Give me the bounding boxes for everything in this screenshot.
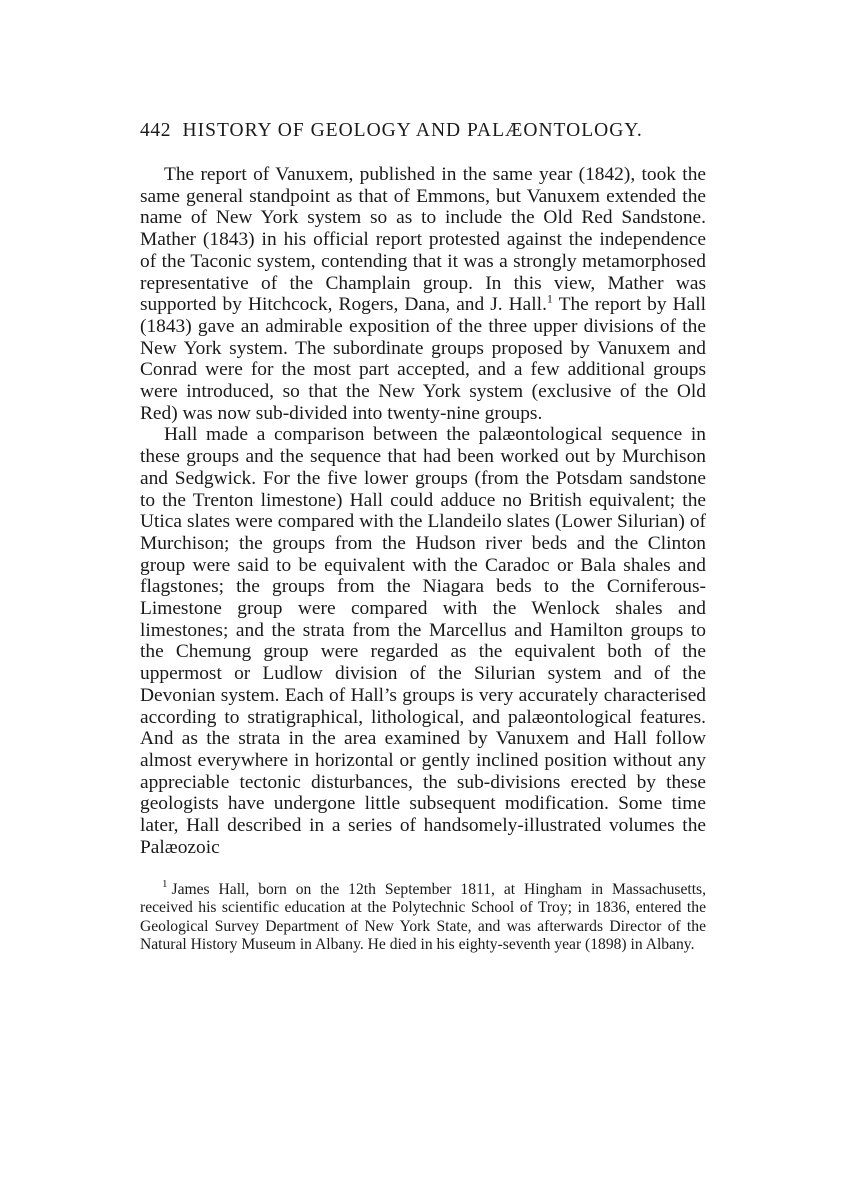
paragraph: [140, 424, 706, 858]
paragraph-text-continued: The report by Hall (1843) gave an admirable exposition of the three upper divisions of the New York system. The subordinate groups proposed by Vanuxem and Conrad were for the most part accepted, and a few additional groups were introduced, so that the New York system (exclusive of the Old Red) was now sub-divided into twenty-nine groups.: [140, 294, 706, 424]
footnotes: [140, 878, 706, 955]
running-title: HISTORY OF GEOLOGY AND PALÆONTOLOGY.: [182, 120, 643, 141]
paragraph: [140, 164, 706, 424]
running-header: [140, 118, 706, 144]
footnote: [140, 878, 706, 955]
footnote-marker: 1: [162, 878, 168, 891]
footnote-text: James Hall, born on the 12th September 1811, at Hingham in Massachusetts, received his scientific education at the Polytechnic School of Troy; in 1836, entered the Geological Survey Department of New York State, and was afterwards Director of the Natural History Museum in Albany. He died in his eighty-seventh year (1898) in Albany.: [140, 880, 706, 954]
paragraph-text: Hall made a comparison between the palæontological sequence in these groups and the sequence that had been worked out by Murchison and Sedgwick. For the five lower groups (from the Potsdam sandstone to the Trenton limestone) Hall could adduce no British equivalent; the Utica slates were compared with the Llandeilo slates (Lower Silurian) of Murchison; the groups from the Hudson river beds and the Clinton group were said to be equivalent with the Caradoc or Bala shales and flagstones; the groups from the Niagara beds to the Corniferous-Limestone group were compared with the Wenlock shales and limestones; and the strata from the Marcellus and Hamilton groups to the Chemung group were regarded as the equivalent both of the uppermost or Ludlow division of the Silurian system and of the Devonian system. Each of Hall’s groups is very accurately characterised according to stratigraphical, lithological, and palæontological features. And as the strata in the area examined by Vanuxem and Hall follow almost everywhere in horizontal or gently inclined position without any appreciable tectonic disturbances, the sub-divisions erected by these geologists have undergone little subsequent modification. Some time later, Hall described in a series of handsomely-illustrated volumes the Palæozoic: [140, 424, 706, 858]
body-text: [140, 164, 706, 859]
book-page: [140, 118, 706, 955]
paragraph-text: The report of Vanuxem, published in the same year (1842), took the same general standpoint as that of Emmons, but Vanuxem extended the name of New York system so as to include the Old Red Sandstone. Mather (1843) in his official report protested against the independence of the Taconic system, contending that it was a strongly metamorphosed representative of the Champlain group. In this view, Mather was supported by Hitchcock, Rogers, Dana, and J. Hall.: [140, 164, 706, 316]
page-number: 442: [140, 120, 172, 141]
footnote-reference: 1: [546, 291, 553, 306]
